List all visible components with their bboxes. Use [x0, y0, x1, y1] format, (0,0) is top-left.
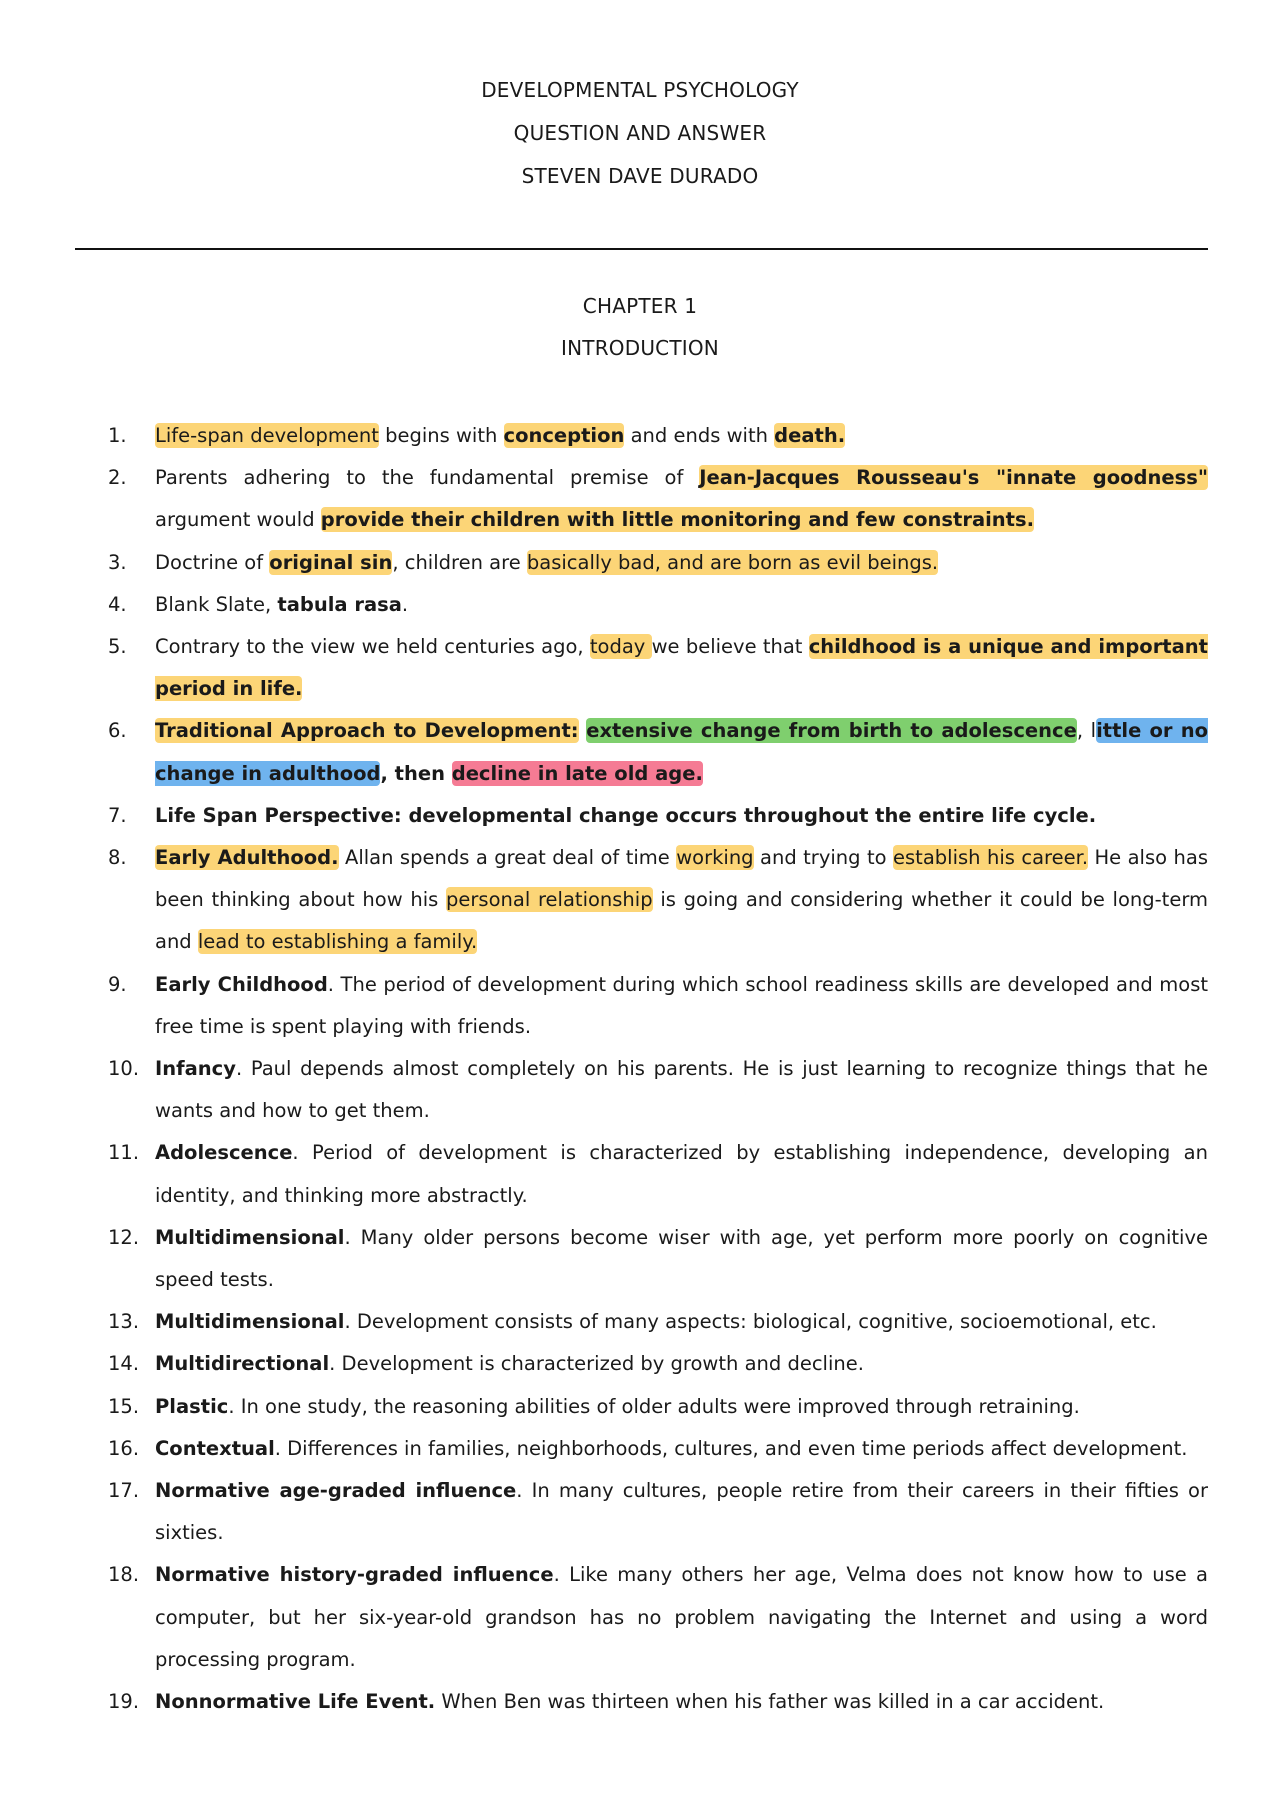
text-segment: Parents adhering to the fundamental premise of — [155, 466, 700, 490]
item-number: 16. — [108, 1436, 140, 1460]
text-segment: . Many older persons become wiser with age, yet perform more poorly on cognitive speed tests. — [155, 1225, 1208, 1292]
item-text — [155, 415, 1208, 457]
text-segment: , children are — [392, 550, 527, 574]
item-number: 5. — [108, 635, 127, 659]
highlighted-text: Life-span development — [155, 424, 379, 447]
highlighted-text: lead to establishing a family. — [197, 930, 478, 954]
item-text — [155, 542, 1208, 584]
item-number: 10. — [108, 1057, 140, 1081]
item-number: 12. — [108, 1225, 140, 1249]
header-divider — [75, 248, 1208, 250]
text-segment: He also has been thinking about how his — [155, 846, 1208, 912]
text-segment: , l — [1076, 719, 1097, 743]
item-number: 19. — [108, 1690, 140, 1714]
chapter-title: INTRODUCTION — [561, 336, 719, 360]
bold-text: Adolescence — [155, 1141, 293, 1165]
text-segment: begins with — [378, 424, 504, 447]
item-number: 17. — [108, 1479, 140, 1503]
list-item — [108, 795, 1208, 837]
text-segment: . — [401, 592, 409, 616]
text-segment: is going and considering whether it could be long-term and — [155, 888, 1208, 954]
highlighted-text: establish his career. — [893, 846, 1089, 870]
list-item — [108, 1132, 1208, 1216]
item-number: 15. — [108, 1394, 140, 1418]
item-text — [155, 584, 1208, 626]
list-item — [108, 1554, 1208, 1681]
item-number: 3. — [108, 550, 127, 574]
bold-text: Plastic — [155, 1394, 229, 1418]
item-text — [155, 1428, 1208, 1470]
list-item — [108, 1301, 1208, 1343]
list-item — [108, 1217, 1208, 1301]
highlighted-text: death. — [774, 424, 846, 447]
item-number: 18. — [108, 1563, 140, 1587]
list-item — [108, 710, 1208, 794]
bold-text: Multidimensional — [155, 1310, 345, 1334]
item-text — [155, 1343, 1208, 1385]
text-segment: . In one study, the reasoning abilities of older adults were improved through retraining. — [228, 1394, 1080, 1418]
bold-text: Multidirectional — [155, 1352, 330, 1376]
text-segment: . The period of development during which school readiness skills are developed and most free time is spent playing with friends. — [155, 972, 1209, 1038]
text-segment: . Differences in families, neighborhoods, cultures, and even time periods affect development. — [274, 1436, 1188, 1460]
item-text — [155, 795, 1208, 837]
highlighted-text: provide their children with little monitoring and few constraints. — [320, 508, 1035, 532]
bold-text: tabula rasa — [277, 592, 402, 616]
item-number: 4. — [108, 592, 127, 616]
item-text — [155, 964, 1208, 1048]
list-item — [108, 584, 1208, 626]
list-item — [108, 415, 1208, 457]
list-item — [108, 626, 1208, 710]
highlighted-text: working — [676, 846, 754, 870]
highlighted-text: personal relationship — [446, 888, 653, 912]
bold-text: Normative history-graded influence — [155, 1563, 554, 1587]
bold-text: Normative age-graded influence — [155, 1479, 517, 1503]
bold-text: Contextual — [155, 1436, 275, 1460]
list-item — [108, 1470, 1208, 1554]
list-item — [108, 457, 1208, 541]
item-text — [155, 457, 1208, 541]
text-segment: Allan spends a great deal of time — [338, 846, 677, 870]
text-segment: Doctrine of — [155, 550, 270, 574]
highlighted-text: extensive change from birth to adolescence — [586, 719, 1077, 743]
text-segment: and ends with — [624, 424, 775, 447]
item-number: 2. — [108, 466, 127, 490]
highlighted-text: today — [589, 635, 652, 659]
highlighted-text: Traditional Approach to Development: — [155, 719, 579, 743]
item-number: 9. — [108, 972, 127, 996]
item-number: 7. — [108, 803, 127, 827]
highlighted-text: original sin — [269, 550, 393, 574]
bold-text: Nonnormative Life Event. — [155, 1690, 436, 1714]
list-item — [108, 1428, 1208, 1470]
item-text — [155, 710, 1208, 794]
list-item — [108, 1681, 1208, 1723]
list-item — [108, 542, 1208, 584]
document-subtitle: QUESTION AND ANSWER — [513, 121, 767, 145]
bold-text: , then — [380, 761, 452, 785]
highlighted-text: Jean-Jacques Rousseau's "innate goodness" — [699, 466, 1208, 490]
list-item — [108, 1386, 1208, 1428]
item-number: 13. — [108, 1310, 140, 1334]
text-segment: argument would — [155, 508, 321, 532]
chapter-number: CHAPTER 1 — [582, 294, 698, 318]
list-item — [108, 837, 1208, 964]
highlighted-text: Early Adulthood. — [155, 846, 339, 870]
item-number: 1. — [108, 424, 127, 447]
text-segment: Contrary to the view we held centuries ago, — [155, 635, 590, 659]
item-number: 11. — [108, 1141, 140, 1165]
item-text — [155, 1301, 1208, 1343]
item-text — [155, 1048, 1208, 1132]
list-item — [108, 1048, 1208, 1132]
document-author: STEVEN DAVE DURADO — [521, 164, 759, 188]
item-text — [155, 1386, 1208, 1428]
item-text — [155, 1470, 1208, 1554]
list-item — [108, 964, 1208, 1048]
bold-text: Infancy — [155, 1057, 236, 1081]
item-text — [155, 1217, 1208, 1301]
item-text — [155, 626, 1208, 710]
document-course-title: DEVELOPMENTAL PSYCHOLOGY — [481, 78, 799, 102]
highlighted-text: conception — [503, 424, 625, 447]
bold-text: Life Span Perspective: developmental change occurs throughout the entire life cycle. — [155, 803, 1097, 827]
text-segment: . Development is characterized by growth and decline. — [329, 1352, 864, 1376]
text-segment: . Paul depends almost completely on his parents. He is just learning to recognize things that he wants and how to get them. — [155, 1057, 1208, 1123]
item-number: 8. — [108, 846, 127, 870]
list-item — [108, 1343, 1208, 1385]
text-segment: . Period of development is characterized by establishing independence, developing an identity, and thinking more abstractly. — [155, 1141, 1208, 1207]
item-text — [155, 1681, 1208, 1723]
item-number: 6. — [108, 719, 127, 743]
text-segment: When Ben was thirteen when his father was killed in a car accident. — [435, 1690, 1105, 1714]
item-text — [155, 1554, 1208, 1681]
highlighted-text: basically bad, and are born as evil beings. — [526, 550, 939, 574]
text-segment: and trying to — [753, 846, 894, 870]
text-segment: Blank Slate, — [155, 592, 278, 616]
item-text — [155, 837, 1208, 964]
text-segment: . In many cultures, people retire from their careers in their fifties or sixties. — [155, 1479, 1209, 1545]
bold-text: Multidimensional — [155, 1225, 345, 1249]
highlighted-text: childhood is a unique and important period in life. — [155, 635, 1208, 701]
item-text — [155, 1132, 1208, 1216]
bold-text: Early Childhood — [155, 972, 328, 996]
qa-list — [108, 415, 1208, 1723]
highlighted-text: decline in late old age. — [451, 761, 703, 785]
highlighted-text: ittle or no change in adulthood — [155, 719, 1208, 785]
text-segment: we believe that — [651, 635, 809, 659]
text-segment: . Development consists of many aspects: biological, cognitive, socioemotional, etc. — [344, 1310, 1157, 1334]
item-number: 14. — [108, 1352, 140, 1376]
text-segment: . Like many others her age, Velma does not know how to use a computer, but her six-year-old grandson has no problem navigating the Internet and using a word processing program. — [155, 1563, 1208, 1671]
